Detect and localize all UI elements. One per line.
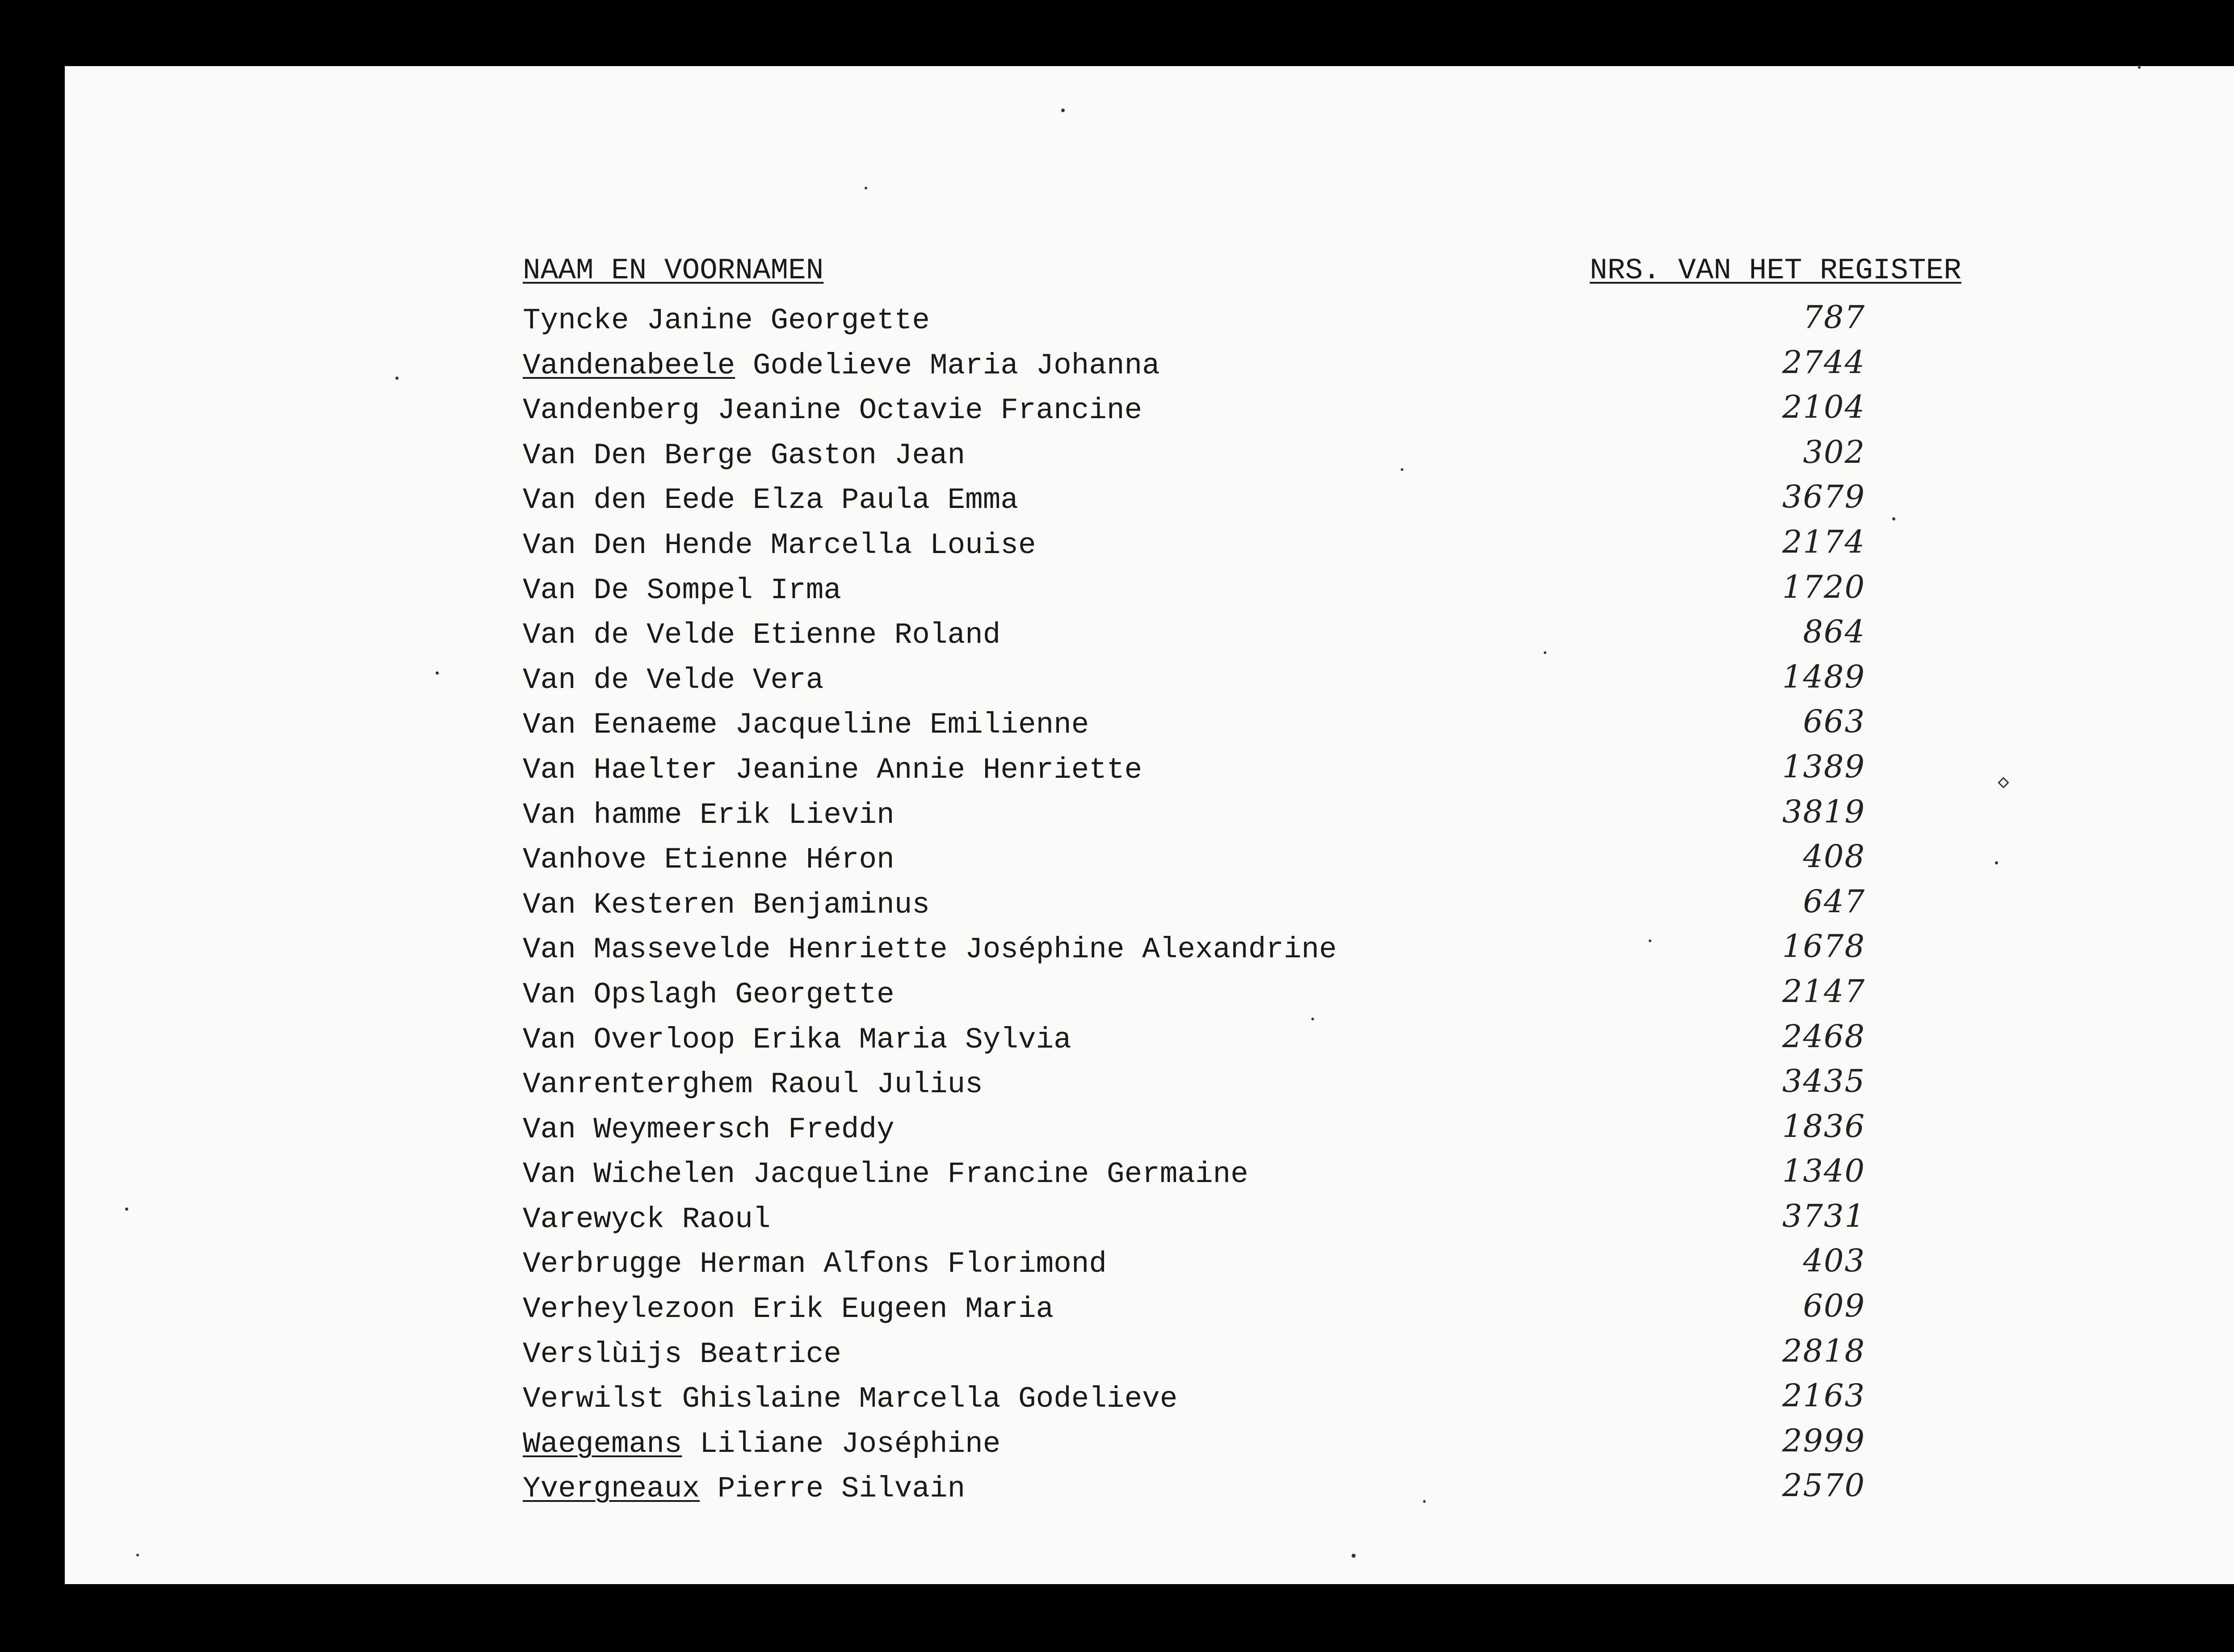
surname: Van Weymeersch [523,1112,771,1146]
list-item [523,1422,2051,1470]
surname: Verwilst [523,1382,664,1416]
list-item [523,568,2051,616]
surname: Van Haelter [523,753,718,787]
given-names: Janine Georgette [647,304,930,337]
register-number: 3435 [1782,1063,1865,1100]
list-item [523,1065,2051,1111]
given-names: Etienne Roland [752,618,1001,652]
given-names: Etienne Héron [664,843,894,877]
list-item [523,1467,2051,1515]
register-number: 1836 [1782,1107,1865,1145]
register-rows [523,299,2051,1515]
register-number: 2744 [1782,344,1865,381]
person-name [523,798,894,832]
register-number: 2818 [1782,1332,1865,1369]
list-item [523,1332,2051,1380]
scanned-page [65,66,2234,1584]
person-name [523,438,966,472]
list-item [523,883,2051,931]
given-names: Jacqueline Francine Germaine [752,1157,1248,1191]
given-names: Erika Maria Sylvia [752,1023,1071,1057]
register-number-column-header: NRS. VAN HET REGISTER [1590,254,1961,287]
given-names: Jeanine Annie Henriette [735,753,1142,787]
given-names: Irma [770,573,841,607]
register-number: 2163 [1782,1377,1865,1414]
surname: Tyncke [523,304,629,337]
given-names: Marcella Louise [770,528,1036,562]
surname: Varewyck [523,1202,664,1236]
list-item [523,391,2051,436]
surname: Van Den Hende [523,528,753,562]
surname: Van Kesteren [523,888,735,922]
list-item [523,928,2051,976]
surname: Van Opslagh [523,977,718,1011]
list-item [523,1377,2051,1425]
given-names: Gaston Jean [770,438,966,472]
given-names: Raoul Julius [770,1068,983,1102]
register-number: 787 [1803,299,1865,335]
person-name [523,1337,841,1371]
surname: Van Eenaeme [523,708,718,742]
register-number: 663 [1803,703,1865,740]
person-name [523,618,1001,652]
given-names: Freddy [788,1112,894,1146]
register-number: 609 [1803,1287,1865,1325]
surname: Verslùijs [523,1337,682,1371]
person-name [523,1157,1248,1191]
person-name [523,1292,1054,1326]
list-item [523,478,2051,526]
list-item [523,1197,2051,1245]
list-item [523,973,2051,1021]
list-item [523,613,2051,661]
person-name [523,890,930,920]
register-number: 1720 [1782,568,1865,605]
person-name [523,1202,771,1236]
list-item [523,1287,2051,1335]
given-names: Benjaminus [752,888,930,922]
given-names: Elza Paula Emma [752,483,1018,517]
list-item [523,523,2051,571]
person-name [523,710,1089,740]
person-name [523,1249,1107,1279]
list-item [523,1018,2051,1066]
given-names: Liliane Joséphine [700,1427,1001,1461]
surname: Vandenabeele [523,348,735,382]
register-number: 2147 [1782,973,1865,1010]
given-names: Georgette [735,977,894,1011]
surname: Verbrugge [523,1247,682,1281]
person-name [523,933,1337,967]
given-names: Ghislaine Marcella Godelieve [682,1382,1178,1416]
person-name [523,977,894,1011]
person-name [523,483,1018,517]
register-number: 3679 [1782,478,1865,516]
person-name [523,306,930,335]
list-item [523,658,2051,706]
surname: Verheylezoon [523,1292,735,1326]
surname: Van Massevelde [523,933,771,967]
surname: Van hamme [523,798,682,832]
surname: Vandenberg [523,394,700,428]
register-number: 2570 [1782,1467,1865,1504]
surname: Van Wichelen [523,1157,735,1191]
given-names: Erik Lievin [700,798,894,832]
given-names: Vera [752,663,824,697]
register-number: 2174 [1782,523,1865,560]
list-item [523,748,2051,796]
given-names: Pierre Silvain [717,1472,966,1506]
register-number: 2104 [1782,389,1865,426]
person-name [523,845,894,875]
surname: Van Overloop [523,1023,735,1057]
register-number: 403 [1803,1242,1865,1279]
person-name [523,1025,1071,1055]
list-item [523,344,2051,392]
register-number: 1678 [1782,928,1865,965]
register-number: 1389 [1782,748,1865,785]
list-item [523,793,2051,841]
register-number: 864 [1803,613,1865,650]
person-name [523,348,1160,382]
person-name [523,1384,1177,1414]
surname: Van den Eede [523,483,735,517]
surname: Waegemans [523,1427,682,1461]
surname: Yvergneaux [523,1472,700,1506]
register-number: 408 [1803,838,1865,875]
surname: Van de Velde [523,663,735,697]
person-name [523,1427,1001,1461]
register-number: 2468 [1782,1018,1865,1055]
given-names: Raoul [682,1202,771,1236]
given-names: Beatrice [700,1337,841,1371]
surname: Vanhove [523,843,647,877]
register-number: 302 [1803,433,1865,470]
register-number: 3731 [1782,1197,1865,1234]
given-names: Jacqueline Emilienne [735,708,1089,742]
surname: Van De Sompel [523,573,753,607]
name-column-header: NAAM EN VOORNAMEN [523,254,824,287]
given-names: Jeanine Octavie Francine [717,394,1142,428]
person-name [523,755,1142,785]
surname: Vanrenterghem [523,1068,753,1102]
register-number: 2999 [1782,1422,1865,1459]
person-name [523,663,824,697]
surname: Van Den Berge [523,438,753,472]
person-name [523,1474,965,1504]
list-item [523,1155,2051,1200]
given-names: Godelieve Maria Johanna [752,348,1160,382]
given-names: Erik Eugeen Maria [752,1292,1054,1326]
list-item [523,703,2051,751]
given-names: Herman Alfons Florimond [700,1247,1107,1281]
person-name [523,394,1142,428]
register-number: 1340 [1782,1153,1865,1190]
list-item [523,433,2051,482]
given-names: Henriette Joséphine Alexandrine [788,933,1337,967]
list-item [523,1242,2051,1290]
register-number: 647 [1803,883,1865,920]
register-number: 3819 [1782,793,1865,830]
register-number: 1489 [1782,658,1865,695]
list-item [523,299,2051,347]
person-name [523,1112,894,1146]
person-name [523,1068,983,1102]
list-item [523,1107,2051,1156]
surname: Van de Velde [523,618,735,652]
person-name [523,528,1036,562]
list-item [523,838,2051,886]
person-name [523,573,841,607]
